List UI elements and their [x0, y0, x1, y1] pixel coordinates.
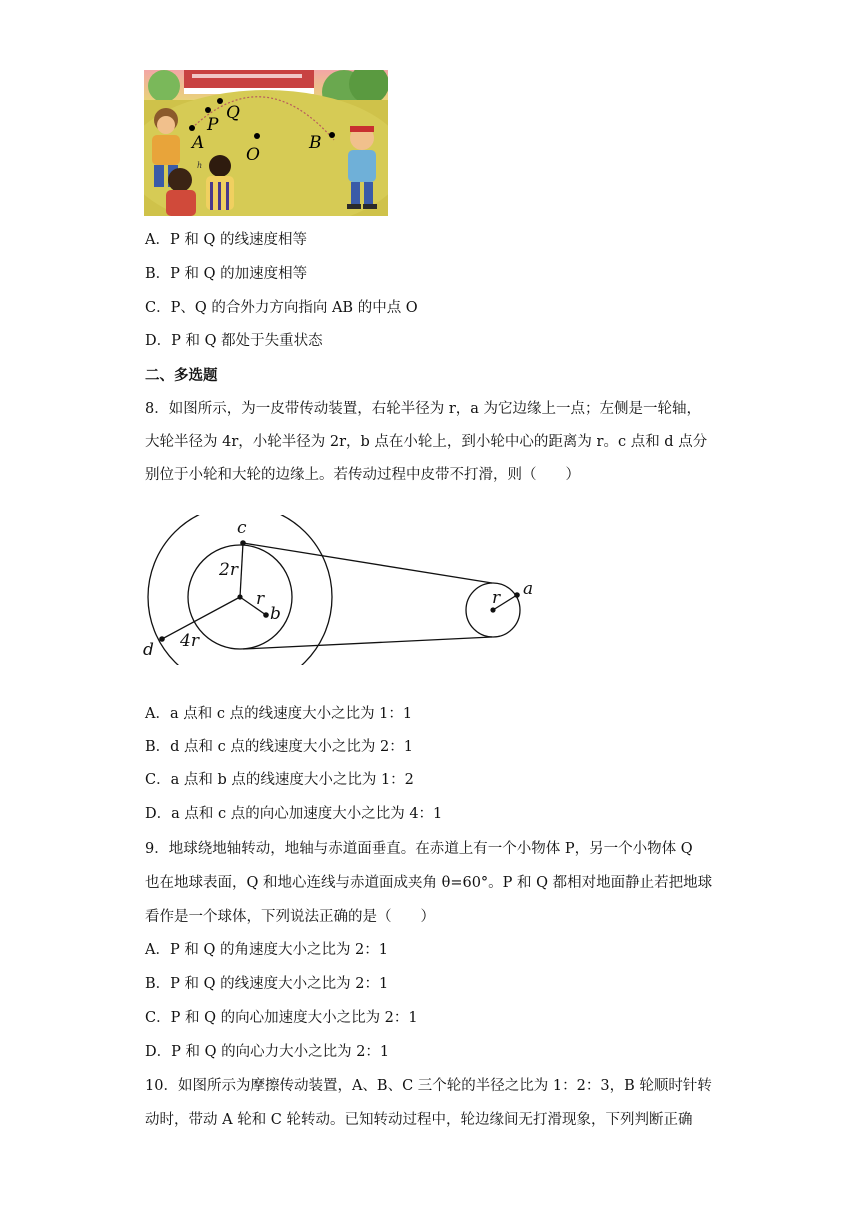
q8-option-a: A．a 点和 c 点的线速度大小之比为 1：1 [145, 706, 413, 722]
q9-option-c: C．P 和 Q 的向心加速度大小之比为 2：1 [145, 1010, 418, 1026]
q8-stem-line-3: 别位于小轮和大轮的边缘上。若传动过程中皮带不打滑，则（ ） [145, 467, 580, 483]
q8-option-d: D．a 点和 c 点的向心加速度大小之比为 4：1 [145, 806, 443, 822]
q9-stem-line-2: 也在地球表面，Q 和地心连线与赤道面成夹角 θ=60°。P 和 Q 都相对地面静止若把地球 [145, 875, 713, 891]
q9-option-d: D．P 和 Q 的向心力大小之比为 2：1 [145, 1044, 390, 1060]
diagram-label-2r: 2r [219, 560, 238, 580]
children-throwing-ball-photo [144, 70, 388, 216]
q9-stem-line-1: 9．地球绕地轴转动，地轴与赤道面垂直。在赤道上有一个小物体 P，另一个小物体 Q [145, 841, 693, 857]
q8-stem-line-2: 大轮半径为 4r，小轮半径为 2r，b 点在小轮上，到小轮中心的距离为 r。c 点和 d 点分 [145, 434, 708, 450]
diagram-label-d: d [143, 640, 154, 660]
q10-stem-line-1: 10．如图所示为摩擦传动装置，A、B、C 三个轮的半径之比为 1：2：3，B 轮顺时针转 [145, 1078, 712, 1094]
q8-stem-line-1: 8．如图所示，为一皮带传动装置，右轮半径为 r，a 为它边缘上一点；左侧是一轮轴， [145, 401, 702, 417]
diagram-label-a: a [523, 579, 534, 599]
diagram-label-r-left: r [256, 589, 265, 609]
belt-bottom-line [243, 637, 492, 649]
q9-option-a: A．P 和 Q 的角速度大小之比为 2：1 [145, 942, 389, 958]
q7-option-c: C．P、Q 的合外力方向指向 AB 的中点 O [145, 300, 418, 316]
diagram-label-c: c [237, 518, 247, 538]
photo-label-a: A [192, 133, 205, 153]
diagram-label-r-right: r [492, 588, 501, 608]
belt-top-line [243, 543, 492, 583]
q10-stem-line-2: 动时，带动 A 轮和 C 轮转动。已知转动过程中，轮边缘间无打滑现象，下列判断正确 [145, 1112, 693, 1128]
radius-2r-line [240, 543, 243, 597]
photo-label-h: h [197, 161, 203, 170]
photo-label-o: O [246, 145, 260, 165]
q9-option-b: B．P 和 Q 的线速度大小之比为 2：1 [145, 976, 389, 992]
diagram-label-b: b [270, 604, 281, 624]
photo-label-b: B [309, 133, 322, 153]
q7-option-d: D．P 和 Q 都处于失重状态 [145, 333, 323, 349]
q9-stem-line-3: 看作是一个球体，下列说法正确的是（ ） [145, 909, 435, 925]
q8-option-b: B．d 点和 c 点的线速度大小之比为 2：1 [145, 739, 413, 755]
q7-option-a: A．P 和 Q 的线速度相等 [145, 232, 307, 248]
radius-4r-line [162, 597, 240, 639]
q7-option-b: B．P 和 Q 的加速度相等 [145, 266, 308, 282]
diagram-label-4r: 4r [180, 631, 199, 651]
q8-option-c: C．a 点和 b 点的线速度大小之比为 1：2 [145, 772, 414, 788]
photo-label-q: Q [226, 103, 240, 123]
belt-drive-diagram [140, 515, 540, 665]
photo-label-p: P [207, 115, 219, 135]
section-title-multiple-choice: 二、多选题 [145, 367, 218, 384]
